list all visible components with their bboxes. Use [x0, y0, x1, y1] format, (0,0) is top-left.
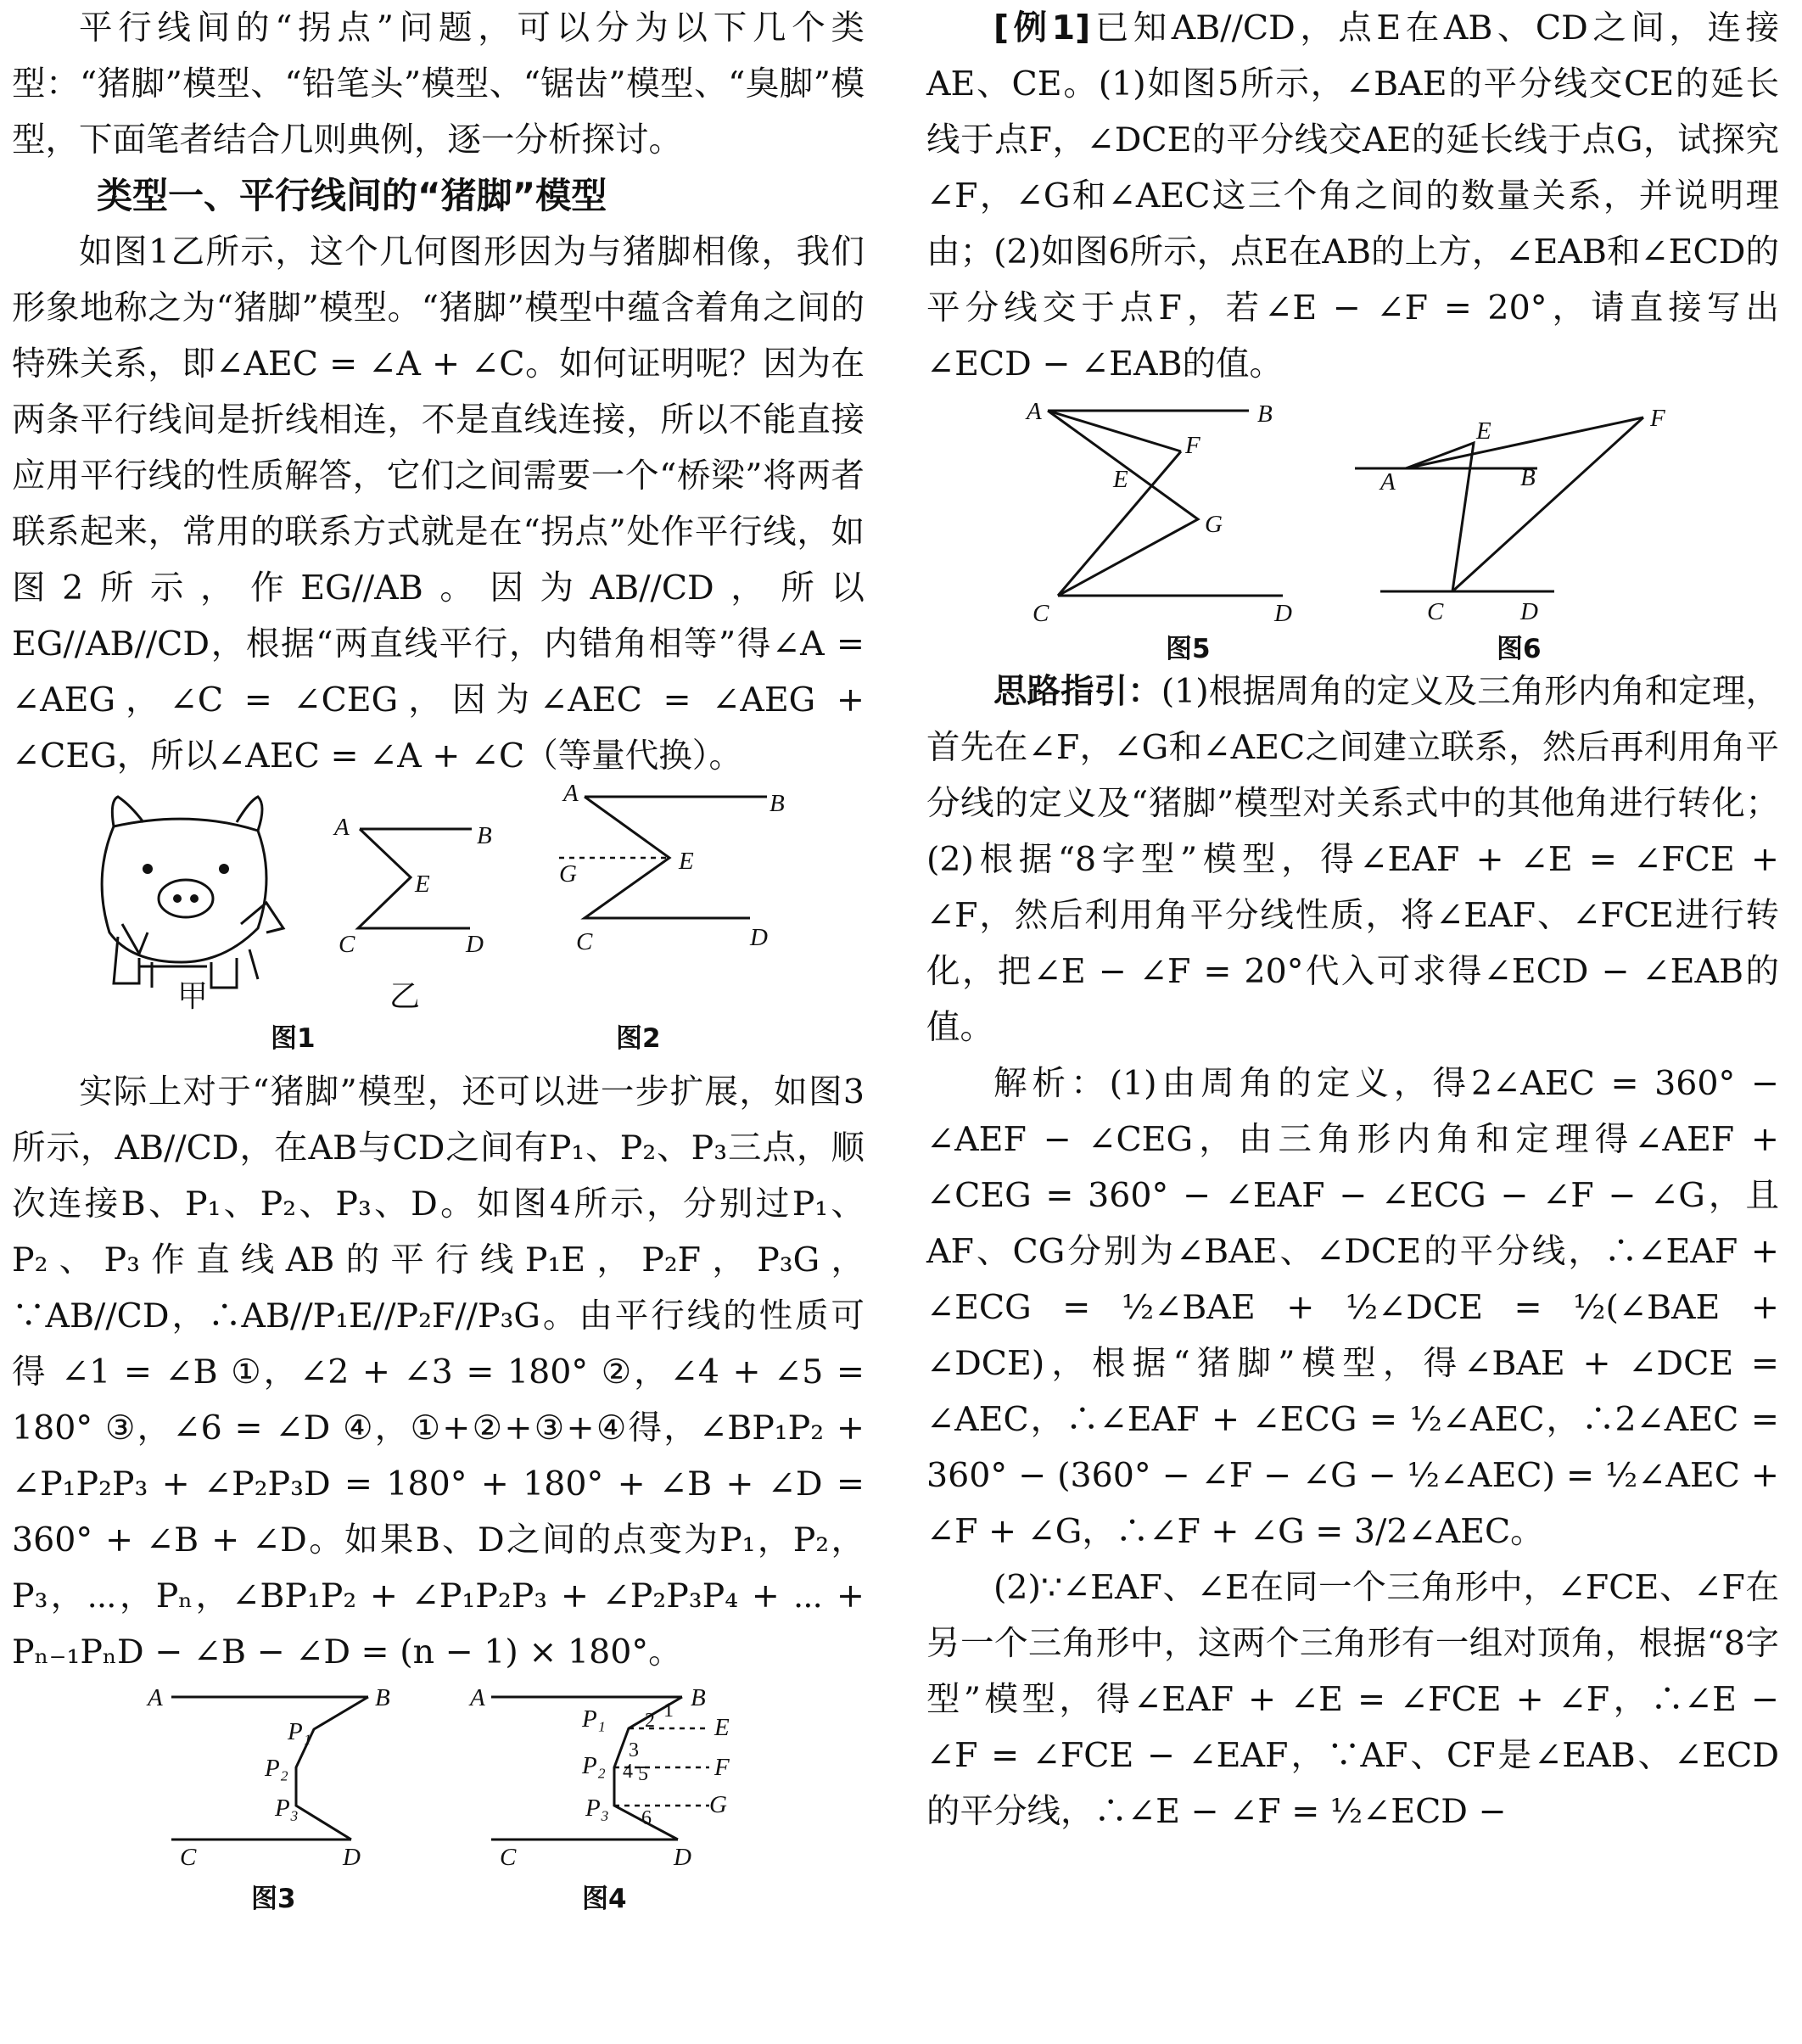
fig1-diagram	[333, 814, 492, 958]
paragraph-intro: 平行线间的“拐点”问题，可以分为以下几个类型：“猪脚”模型、“铅笔头”模型、“锯齿”模型、“臭脚”模型，下面笔者结合几则典例，逐一分析探讨。	[12, 8, 865, 160]
fig4-angle-1: 1	[663, 1700, 674, 1722]
fig5-diagram	[1025, 398, 1292, 627]
fig1-point-d: D	[466, 931, 484, 958]
fig3-caption: 图3	[251, 1884, 296, 1914]
fig6-point-b: B	[1520, 464, 1536, 491]
fig1-point-e: E	[415, 871, 430, 898]
example-label: [例1]	[993, 8, 1091, 48]
hint-paragraph	[926, 664, 1779, 1056]
section-heading: 类型一、平行线间的“猪脚”模型	[97, 175, 607, 216]
solution-part-2: (2)∵∠EAF、∠E在同一个三角形中，∠FCE、∠F在另一个三角形中，这两个三角形有一组对顶角，根据“8字型”模型，得∠EAF + ∠E = ∠FCE + ∠F，∴∠E − ∠F = ∠FCE − ∠EAF，∵AF、CF是∠EAB、∠ECD的平分线，∴∠E − ∠F = ½∠ECD −	[926, 1568, 1779, 1831]
fig6-point-f: F	[1650, 405, 1665, 432]
fig1-sub-jia: 甲	[177, 979, 209, 1013]
fig6-point-a: A	[1380, 468, 1396, 496]
fig2-point-g: G	[559, 860, 577, 888]
fig4-point-c: C	[500, 1844, 517, 1871]
fig3-point-p3: P₃	[275, 1795, 299, 1822]
fig4-point-a: A	[470, 1684, 485, 1711]
fig5-point-e: E	[1113, 466, 1128, 493]
fig5-point-f: F	[1185, 432, 1200, 459]
paragraph-extend: 实际上对于“猪脚”模型，还可以进一步扩展，如图3所示，AB//CD，在AB与CD之间有P₁、P₂、P₃三点，顺次连接B、P₁、P₂、P₃、D。如图4所示，分别过P₁、P₂、P₃作直线AB的平行线P₁E，P₂F，P₃G，∵AB//CD，∴AB//P₁E//P₂F//P₃G。由平行线的性质可得 ∠1 = ∠B ①，∠2 + ∠3 = 180° ②，∠4 + ∠5 = 180° ③，∠6 = ∠D ④，①+②+③+④得，∠BP₁P₂ + ∠P₁P₂P₃ + ∠P₂P₃D = 180° + 180° + ∠B + ∠D = 360° + ∠B + ∠D。如果B、D之间的点变为P₁，P₂，P₃，⋯，Pₙ，∠BP₁P₂ + ∠P₁P₂P₃ + ∠P₂P₃P₄ + ⋯ + Pₙ₋₁PₙD − ∠B − ∠D = (n − 1) × 180°。	[12, 1072, 865, 1672]
fig3-point-b: B	[375, 1684, 390, 1711]
fig4-point-p2: P₂	[582, 1752, 606, 1779]
hint-label: 思路指引：	[993, 672, 1161, 711]
fig6-point-d: D	[1520, 598, 1538, 625]
fig4-angle-5: 5	[638, 1763, 648, 1785]
fig5-point-c: C	[1033, 600, 1049, 627]
fig4-point-g: G	[709, 1791, 727, 1818]
fig1-caption: 图1	[271, 1023, 316, 1054]
fig1-point-b: B	[477, 822, 492, 849]
fig1-point-c: C	[339, 931, 355, 958]
fig4-angle-6: 6	[641, 1807, 652, 1829]
fig4-point-e: E	[714, 1714, 730, 1741]
fig3-point-c: C	[180, 1844, 197, 1871]
fig4-point-p3: P₃	[585, 1795, 609, 1822]
right-column	[926, 0, 1779, 1840]
fig4-diagram	[468, 1684, 730, 1871]
fig5-point-b: B	[1257, 400, 1273, 428]
paragraph-model: 如图1乙所示，这个几何图形因为与猪脚相像，我们形象地称之为“猪脚”模型。“猪脚”模型中蕴含着角之间的特殊关系，即∠AEC = ∠A + ∠C。如何证明呢？因为在两条平行线间是折线相连，不是直线连接，所以不能直接应用平行线的性质解答，它们之间需要一个“桥梁”将两者联系起来，常用的联系方式就是在“拐点”处作平行线，如图2所示，作EG//AB。因为AB//CD，所以EG//AB//CD，根据“两直线平行，内错角相等”得∠A = ∠AEG，∠C = ∠CEG，因为∠AEC = ∠AEG + ∠CEG，所以∠AEC = ∠A + ∠C（等量代换）。	[12, 232, 865, 776]
fig3-diagram	[146, 1684, 390, 1871]
fig3-point-d: D	[343, 1844, 361, 1871]
fig4-point-p1: P₁	[582, 1705, 606, 1733]
fig4-caption: 图4	[582, 1884, 627, 1914]
pig-illustration	[102, 797, 283, 988]
example-1	[926, 0, 1779, 392]
fig5-point-g: G	[1205, 511, 1223, 538]
fig3-point-p2: P₂	[265, 1755, 288, 1782]
hint-text: (1)根据周角的定义及三角形内角和定理，首先在∠F，∠G和∠AEC之间建立联系，然后再利用角平分线的定义及“猪脚”模型对关系式中的其他角进行转化；(2)根据“8字型”模型，得∠EAF + ∠E = ∠FCE + ∠F，然后利用角平分线性质，将∠EAF、∠FCE进行转化，把∠E − ∠F = 20°代入可求得∠ECD − ∠EAB的值。	[926, 672, 1780, 1047]
fig4-angle-4: 4	[623, 1761, 633, 1783]
figures-1-2	[12, 784, 865, 1013]
example-text: 已知AB//CD，点E在AB、CD之间，连接AE、CE。(1)如图5所示，∠BAE的平分线交CE的延长线于点F，∠DCE的平分线交AE的延长线于点G，试探究∠F，∠G和∠AEC这三个角之间的数量关系，并说明理由；(2)如图6所示，点E在AB的上方，∠EAB和∠ECD的平分线交于点F，若∠E − ∠F = 20°，请直接写出∠ECD − ∠EAB的值。	[926, 8, 1779, 384]
fig6-point-c: C	[1427, 598, 1444, 625]
fig2-point-c: C	[576, 928, 593, 955]
fig3-point-p1: P₁	[288, 1718, 311, 1745]
left-column	[12, 0, 865, 1922]
fig5-point-d: D	[1274, 600, 1292, 627]
fig6-point-e: E	[1476, 417, 1491, 445]
fig3-point-a: A	[148, 1684, 163, 1711]
fig2-caption: 图2	[616, 1023, 661, 1054]
figures-3-4	[12, 1680, 865, 1922]
fig4-angle-2: 2	[645, 1710, 655, 1732]
fig4-point-f: F	[714, 1754, 730, 1781]
fig4-point-d: D	[674, 1844, 691, 1871]
fig4-angle-3: 3	[629, 1739, 639, 1761]
fig2-point-b: B	[769, 790, 785, 817]
fig2-point-e: E	[679, 848, 694, 875]
fig4-point-b: B	[691, 1684, 706, 1711]
fig5-point-a: A	[1027, 398, 1042, 425]
fig2-point-d: D	[750, 924, 768, 951]
fig6-diagram	[1355, 405, 1665, 625]
solution-part-1: 解析：(1)由周角的定义，得2∠AEC = 360° − ∠AEF − ∠CEG，由三角形内角和定理得∠AEF + ∠CEG = 360° − ∠EAF − ∠ECG − ∠F − ∠G，且AF、CG分别为∠BAE、∠DCE的平分线，∴∠EAF + ∠ECG = ½∠BAE + ½∠DCE = ½(∠BAE + ∠DCE)，根据“猪脚”模型，得∠BAE + ∠DCE = ∠AEC，∴∠EAF + ∠ECG = ½∠AEC，∴2∠AEC = 360° − (360° − ∠F − ∠G − ½∠AEC) = ½∠AEC + ∠F + ∠G，∴∠F + ∠G = 3/2∠AEC。	[926, 1064, 1779, 1551]
figures-5-6	[926, 392, 1779, 664]
fig1-sub-yi: 乙	[389, 979, 421, 1013]
fig6-caption: 图6	[1497, 634, 1542, 664]
fig5-caption: 图5	[1166, 634, 1211, 664]
fig2-diagram	[559, 784, 785, 955]
captions-1-2	[12, 1013, 865, 1064]
fig1-point-a: A	[334, 814, 350, 841]
fig2-point-a: A	[563, 784, 579, 807]
